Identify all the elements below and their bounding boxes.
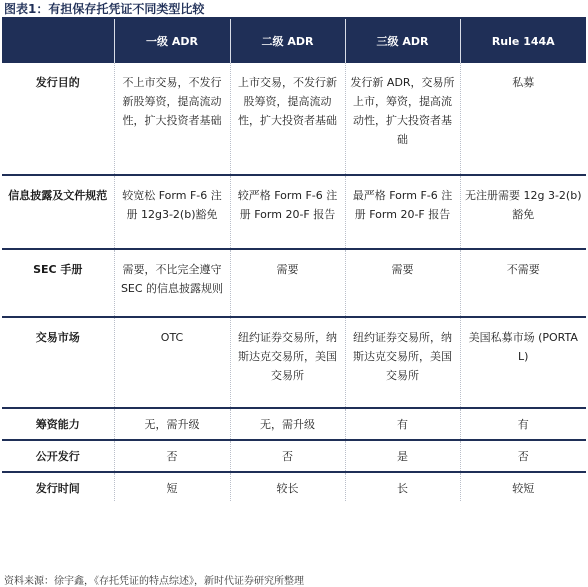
table-cell: OTC: [114, 317, 230, 408]
header-corner: [2, 19, 114, 63]
table-cell: 需要: [345, 249, 460, 317]
table-header-row: [2, 19, 586, 63]
table-cell: 不需要: [460, 249, 586, 317]
table-cell: 有: [345, 408, 460, 440]
row-label: 筹资能力: [2, 408, 114, 440]
table-cell: 纽约证券交易所，纳斯达克交易所，美国交易所: [345, 317, 460, 408]
table-cell: 发行新 ADR，交易所上市，筹资，提高流动性，扩大投资者基础: [345, 63, 460, 175]
adr-comparison-table: [2, 19, 586, 501]
header-level2-adr: 二级 ADR: [230, 19, 345, 63]
table-cell: 较严格 Form F-6 注册 Form 20-F 报告: [230, 175, 345, 249]
table-row: [2, 472, 586, 501]
table-cell: 最严格 Form F-6 注册 Form 20-F 报告: [345, 175, 460, 249]
header-level1-adr: 一级 ADR: [114, 19, 230, 63]
table-cell: 不上市交易，不发行新股筹资，提高流动性，扩大投资者基础: [114, 63, 230, 175]
table-cell: 否: [460, 440, 586, 472]
row-label: 发行时间: [35, 482, 80, 495]
row-label: 交易市场: [2, 317, 114, 408]
table-cell: 较长: [230, 472, 345, 501]
row-label: 信息披露及文件规范: [2, 175, 114, 249]
table-row: [2, 63, 586, 175]
row-label: 公开发行: [2, 440, 114, 472]
table-cell: 无注册需要 12g 3-2(b)豁免: [460, 175, 586, 249]
table-cell: 无，需升级: [230, 408, 345, 440]
table-cell: 需要: [230, 249, 345, 317]
table-row: [2, 249, 586, 317]
table-cell: 短: [114, 472, 230, 501]
table-caption: 图表1：有担保存托凭证不同类型比较: [4, 2, 205, 16]
table-cell: 较宽松 Form F-6 注册 12g3-2(b)豁免: [114, 175, 230, 249]
source-note: 资料来源：徐宇鑫，《存托凭证的特点综述》，新时代证券研究所整理: [4, 576, 304, 587]
row-label: SEC 手册: [2, 249, 114, 317]
table-cell: 上市交易，不发行新股筹资，提高流动性，扩大投资者基础: [230, 63, 345, 175]
table-cell: 否: [230, 440, 345, 472]
table-row: [2, 408, 586, 440]
table-cell: 是: [345, 440, 460, 472]
table-cell: 长: [345, 472, 460, 501]
table-cell: 较短: [460, 472, 586, 501]
table-cell: 纽约证券交易所，纳斯达克交易所，美国交易所: [230, 317, 345, 408]
table-cell: 私募: [460, 63, 586, 175]
header-rule-144a: Rule 144A: [460, 19, 586, 63]
table-row: [2, 440, 586, 472]
table-cell: 美国私募市场 (PORTAL): [460, 317, 586, 408]
row-label: 发行目的: [2, 63, 114, 175]
table-row: [2, 317, 586, 408]
table-cell: 需要，不比完全遵守 SEC 的信息披露规则: [114, 249, 230, 317]
table-row: [2, 175, 586, 249]
table-cell: 有: [460, 408, 586, 440]
header-level3-adr: 三级 ADR: [345, 19, 460, 63]
table-cell: 否: [114, 440, 230, 472]
table-cell: 无，需升级: [114, 408, 230, 440]
